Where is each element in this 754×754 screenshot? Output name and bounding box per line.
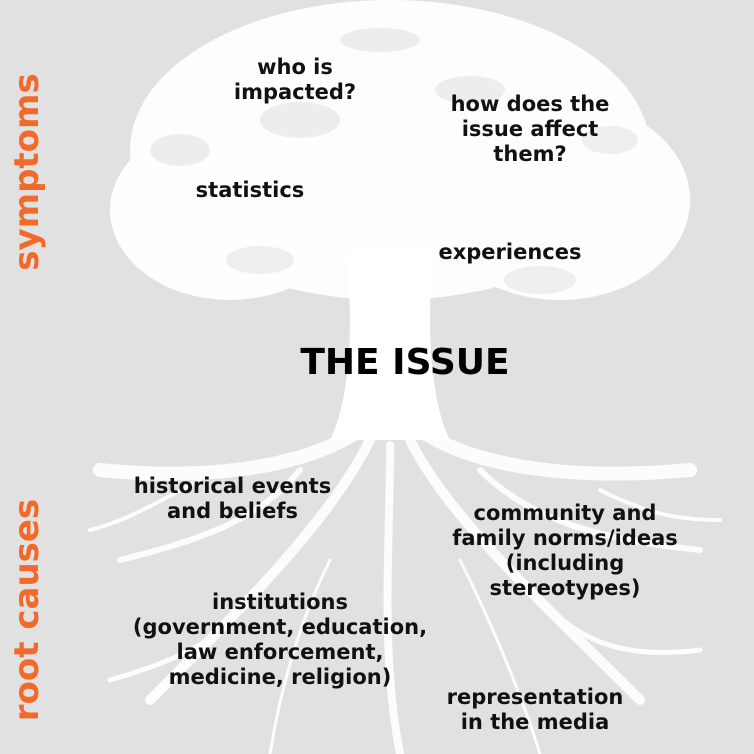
symptoms-side-label: symptoms (7, 73, 47, 271)
institutions-label: institutions (government, education, law enforcement, medicine, religion) (132, 590, 428, 689)
who-is-impacted-label: who is impacted? (233, 55, 357, 104)
representation-in-media-label: representation in the media (446, 685, 624, 734)
issue-title: THE ISSUE (300, 342, 510, 383)
root-causes-side-label: root causes (7, 498, 47, 722)
how-does-issue-affect-label: how does the issue affect them? (450, 92, 610, 166)
community-family-norms-label: community and family norms/ideas (including stereotypes) (452, 501, 678, 600)
experiences-label: experiences (438, 240, 582, 264)
historical-events-label: historical events and beliefs (133, 474, 332, 523)
statistics-label: statistics (195, 178, 305, 202)
